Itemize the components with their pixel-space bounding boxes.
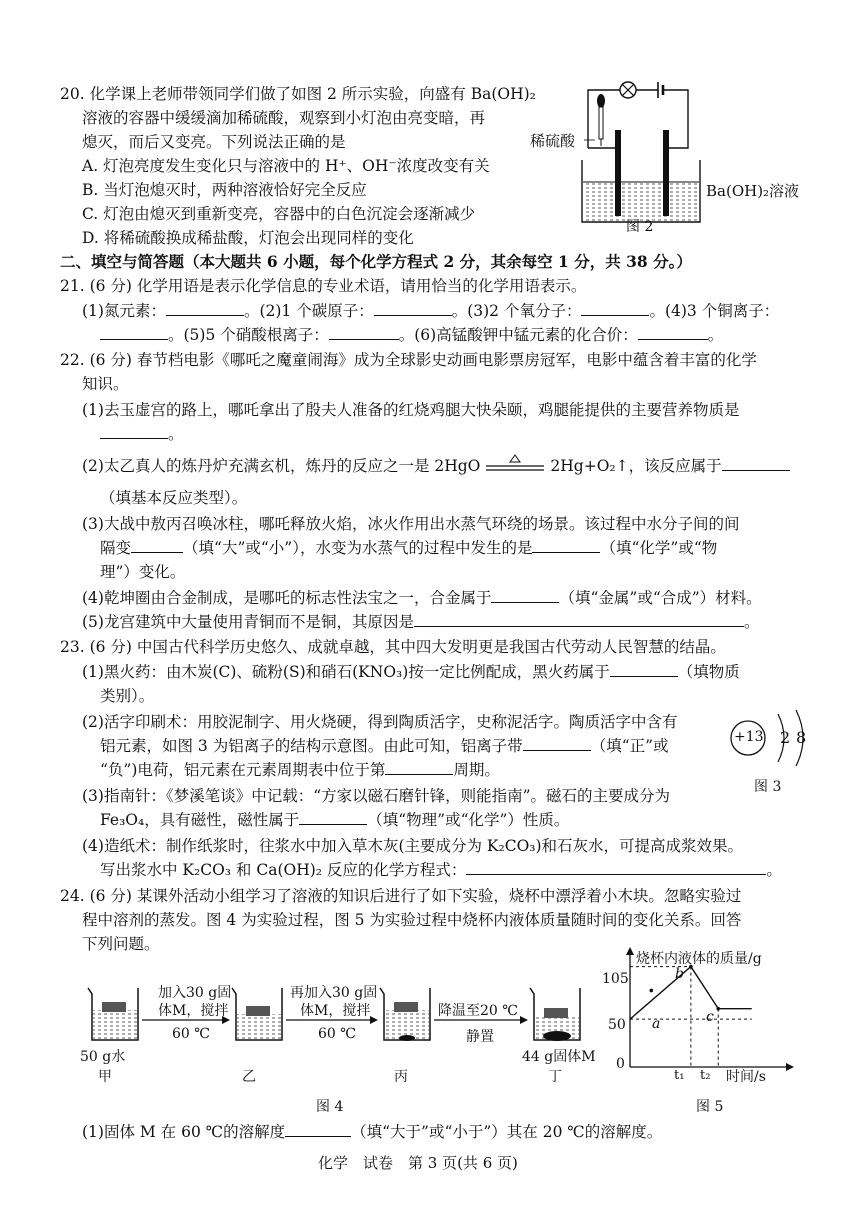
- q21-blank2[interactable]: [374, 301, 452, 316]
- q24-intro-2: 程中溶剂的蒸发。图 4 为实验过程，图 5 为实验过程中烧杯内液体质量随时间的变化关系。回答: [82, 911, 742, 929]
- q21-end: 。: [707, 326, 724, 344]
- figure-2-solution-label: Ba(OH)₂溶液: [706, 182, 800, 200]
- q23-blank4[interactable]: [299, 810, 367, 825]
- q21-line2: [100, 324, 723, 346]
- fig4-step1-line1: 加入30 g固: [158, 985, 232, 1001]
- q22-s3-part1: 隔变: [100, 539, 132, 557]
- beaker-jia: [88, 988, 138, 1040]
- q21-blank1[interactable]: [166, 301, 244, 316]
- q23-s3-part2: （填“物理”或“化学”）性质。: [367, 811, 570, 829]
- beaker-bing: [380, 988, 430, 1041]
- q21-part2: 。(2)1 个碳原子：: [243, 302, 374, 320]
- fig4-beaker-label-bing: 丙: [394, 1069, 408, 1085]
- q21-part6: 。(6)高锰酸钾中锰元素的化合价：: [398, 326, 638, 344]
- q22-s2-part2: 2Hg+O₂↑，该反应属于: [550, 457, 722, 475]
- q22-s3-part2: （填“大”或“小”），水变为水蒸气的过程中发生的是: [183, 539, 533, 557]
- q22-s2-line1: [82, 455, 790, 477]
- fig4-beaker-label-ding: 丁: [548, 1069, 562, 1085]
- page-footer: 化学 试卷 第 3 页(共 6 页): [318, 1154, 518, 1172]
- q23-s3-part1: Fe₃O₄，具有磁性，磁性属于: [100, 811, 300, 829]
- chart-x-axis-label: 时间/s: [726, 1069, 766, 1085]
- q20-line3: 熄灭，而后又变亮。下列说法正确的是: [82, 133, 346, 151]
- q20-option-a: A. 灯泡亮度发生变化只与溶液中的 H⁺、OH⁻浓度改变有关: [82, 157, 490, 175]
- q21-part3: 。(3)2 个氧分子：: [451, 302, 582, 320]
- chart-point-a: [650, 989, 654, 993]
- q22-s3-part3: （填“化学”或“物: [600, 539, 718, 557]
- q24-intro-1: 24. (6 分) 某课外活动小组学习了溶液的知识后进行了如下实验，烧杯中漂浮着小木块。忽略实验过: [60, 887, 742, 905]
- fig4-step2-line1: 再加入30 g固: [290, 985, 378, 1001]
- q23-blank2[interactable]: [523, 736, 591, 751]
- q21-blank5[interactable]: [329, 325, 399, 340]
- q22-s5-part1: (5)龙宫建筑中大量使用青铜而不是铜，其原因是: [82, 613, 414, 631]
- fig4-step2-temp: 60 ℃: [318, 1026, 356, 1042]
- chart-origin-label: 0: [616, 1056, 625, 1072]
- fig4-solid-label: 44 g固体M: [522, 1049, 596, 1065]
- q22-s4-part1: (4)乾坤圈由合金制成，是哪吒的标志性法宝之一，合金属于: [82, 589, 492, 607]
- q23-s4-end: 。: [766, 861, 782, 879]
- q22-s2-line2: （填基本反应类型）。: [100, 489, 248, 507]
- figure-3-shell-2-electrons: 8: [796, 728, 807, 747]
- q23-s2-part4: 周期。: [453, 761, 500, 779]
- q23-s1-part1: (1)黑火药：由木炭(C)、硫粉(S)和硝石(KNO₃)按一定比例配成，黑火药属于: [82, 663, 610, 681]
- q23-blank5[interactable]: [466, 860, 766, 875]
- chart-xtick-t2: t₂: [700, 1068, 711, 1083]
- q23-s4-part1: 写出浆水中 K₂CO₃ 和 Ca(OH)₂ 反应的化学方程式：: [100, 861, 467, 879]
- q22-intro-1: 22. (6 分) 春节档电影《哪吒之魔童闹海》成为全球影史动画电影票房冠军，电影中蕴含着丰富的化学: [60, 351, 757, 369]
- fig4-beaker-label-jia: 甲: [98, 1069, 112, 1085]
- q24-intro-3: 下列问题。: [82, 935, 160, 953]
- q21-blank4[interactable]: [100, 325, 168, 340]
- q23-s2-part2: （填“正”或: [590, 737, 669, 755]
- q23-intro: 23. (6 分) 中国古代科学历史悠久、成就卓越，其中四大发明更是我国古代劳动人民智慧的结晶。: [60, 638, 726, 656]
- q21-part5: 。(5)5 个硝酸根离子：: [168, 326, 329, 344]
- q23-blank3[interactable]: [385, 760, 453, 775]
- figure-2-apparatus: [520, 70, 850, 240]
- beaker-ding: [530, 988, 580, 1041]
- q21-part4: 。(4)3 个铜离子：: [649, 302, 780, 320]
- q22-blank4[interactable]: [532, 538, 600, 553]
- q23-s4-line2: [100, 859, 782, 881]
- q24-blank1[interactable]: [285, 1122, 351, 1137]
- q23-s3-line1: (3)指南针：《梦溪笔谈》中记载：“方家以磁石磨针锋，则能指南”。磁石的主要成分为: [82, 787, 671, 805]
- fig4-water-label: 50 g水: [80, 1049, 126, 1065]
- chart-xtick-t1: t₁: [674, 1068, 685, 1083]
- q22-blank5[interactable]: [491, 588, 559, 603]
- q22-s3-line2: [100, 537, 717, 559]
- fig4-step3-line1: 降温至20 ℃: [438, 1003, 518, 1019]
- figure-2-caption: 图 2: [626, 219, 654, 235]
- chart-point-label-b: b: [675, 966, 684, 982]
- q22-s4-part2: （填“金属”或“合成”）材料。: [559, 589, 762, 607]
- q20-line2: 溶液的容器中缓缓滴加稀硫酸，观察到小灯泡由亮变暗，再: [82, 109, 486, 127]
- q23-s4-line1: (4)造纸术：制作纸浆时，往浆水中加入草木灰(主要成分为 K₂CO₃)和石灰水，可提高成浆效果。: [82, 837, 744, 855]
- figure-3-caption: 图 3: [754, 779, 782, 795]
- q22-s3-line1: (3)大战中敖丙召唤冰柱，哪吒释放火焰，冰火作用出水蒸气环绕的场景。该过程中水分子间的间: [82, 515, 740, 533]
- chart-y-arrow: [626, 947, 634, 955]
- chart-point-c: [716, 1007, 720, 1011]
- q22-blank1[interactable]: [100, 424, 168, 439]
- q22-s5: [82, 611, 759, 633]
- q21-intro: 21. (6 分) 化学用语是表示化学信息的专业术语，请用恰当的化学用语表示。: [60, 277, 587, 295]
- q22-s3-line3: 理”）变化。: [100, 563, 186, 581]
- figure-2-acid-label: 稀硫酸: [530, 132, 576, 150]
- q22-blank6[interactable]: [414, 612, 744, 627]
- chart-point-label-a: a: [652, 1016, 661, 1032]
- fig4-step2-line2: 体M，搅拌: [300, 1003, 371, 1019]
- q22-s4: [82, 587, 762, 609]
- q24-s1-part2: （填“大于”或“小于”）其在 20 ℃的溶解度。: [351, 1123, 663, 1141]
- q21-blank6[interactable]: [638, 325, 708, 340]
- q23-s1-line2: 类别）。: [100, 687, 155, 705]
- heating-equals-sign: [484, 459, 546, 475]
- fig4-step3-line2: 静置: [466, 1029, 494, 1045]
- chart-x-arrow: [786, 1063, 794, 1071]
- beaker-yi: [232, 988, 282, 1040]
- figure-4-caption: 图 4: [316, 1099, 344, 1115]
- q24-s1-part1: (1)固体 M 在 60 ℃的溶解度: [82, 1123, 286, 1141]
- section-2-heading: 二、填空与简答题（本大题共 6 小题，每个化学方程式 2 分，其余每空 1 分，共 38 分。）: [60, 252, 692, 271]
- chart-point-label-c: c: [706, 1009, 714, 1025]
- q23-s1-line1: [82, 661, 740, 683]
- q21-part1: (1)氮元素：: [82, 302, 166, 320]
- q23-s2-line3: [100, 759, 500, 781]
- q20-option-d: D. 将稀硫酸换成稀盐酸，灯泡会出现同样的变化: [82, 229, 414, 247]
- q22-blank3[interactable]: [131, 538, 183, 553]
- q22-blank2[interactable]: [722, 456, 790, 471]
- q23-s2-part1: 铝元素，如图 3 为铝离子的结构示意图。由此可知，铝离子带: [100, 737, 523, 755]
- q22-s1-line1: (1)去玉虚宫的路上，哪吒拿出了殷夫人准备的红烧鸡腿大快朵颐，鸡腿能提供的主要营养物质是: [82, 401, 740, 419]
- q24-s1: [82, 1121, 662, 1143]
- chart-ytick-105: 105: [602, 971, 629, 987]
- q22-s1-end: 。: [168, 425, 184, 443]
- q23-blank1[interactable]: [610, 662, 678, 677]
- figure-5-caption: 图 5: [696, 1099, 724, 1115]
- chart-y-axis-label: 烧杯内液体的质量/g: [636, 951, 762, 967]
- q22-s2-part1: (2)太乙真人的炼丹炉充满玄机，炼丹的反应之一是 2HgO: [82, 457, 481, 475]
- q23-s3-line2: [100, 809, 569, 831]
- q20-option-b: B. 当灯泡熄灭时，两种溶液恰好完全反应: [82, 181, 367, 199]
- q22-intro-2: 知识。: [82, 375, 129, 393]
- q23-s2-line2: [100, 735, 669, 757]
- figure-3-shell-1-electrons: 2: [780, 728, 791, 747]
- fig4-step1-temp: 60 ℃: [172, 1026, 210, 1042]
- fig4-beaker-label-yi: 乙: [242, 1069, 256, 1085]
- q22-s1-line2: [100, 423, 184, 445]
- q22-s5-end: 。: [743, 613, 760, 631]
- figure-3-nucleus-charge: +13: [734, 729, 764, 745]
- q23-s2-part3: “负”)电荷，铝元素在元素周期表中位于第: [100, 761, 386, 779]
- q23-s2-line1: (2)活字印刷术：用胶泥制字、用火烧硬，得到陶质活字，史称泥活字。陶质活字中含有: [82, 713, 678, 731]
- q20-line1: 20. 化学课上老师带领同学们做了如图 2 所示实验，向盛有 Ba(OH)₂: [60, 85, 536, 103]
- fig4-step1-line2: 体M，搅拌: [158, 1003, 229, 1019]
- chart-ytick-50: 50: [608, 1017, 626, 1033]
- q21-blank3[interactable]: [581, 301, 649, 316]
- q23-s1-part2: （填物质: [677, 663, 740, 681]
- q21-line1: [82, 300, 779, 322]
- q20-option-c: C. 灯泡由熄灭到重新变亮，容器中的白色沉淀会逐渐减少: [82, 205, 476, 223]
